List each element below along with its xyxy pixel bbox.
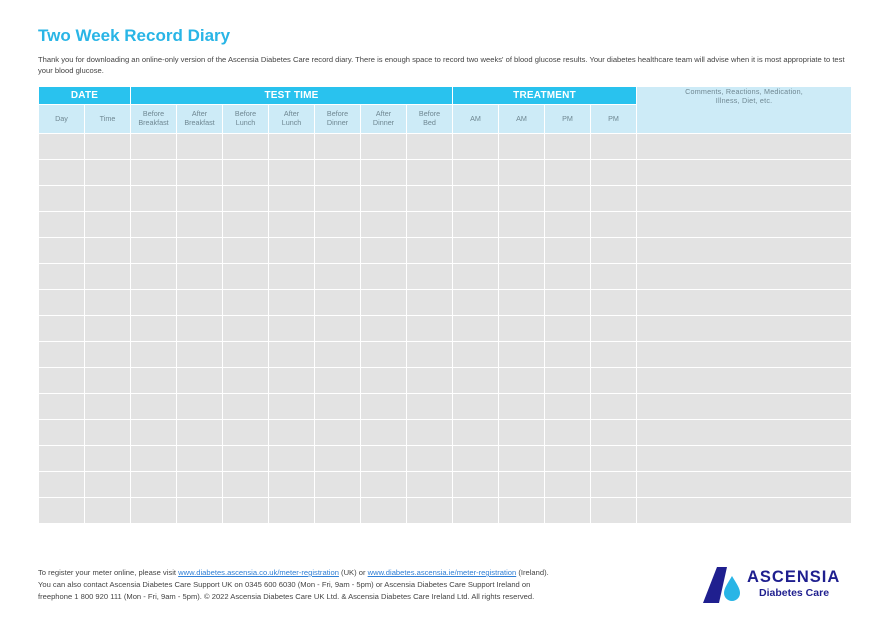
column-header-before-breakfast-line-1: Before: [142, 109, 165, 119]
column-header-time: Time: [85, 105, 131, 134]
entry-cell[interactable]: [85, 498, 131, 524]
column-header-before-breakfast: [131, 105, 177, 134]
uk-registration-link[interactable]: www.diabetes.ascensia.co.uk/meter-registration: [178, 568, 339, 577]
entry-cell[interactable]: [39, 472, 85, 498]
entry-cell[interactable]: [39, 134, 85, 160]
entry-cell[interactable]: [177, 342, 223, 368]
entry-cell[interactable]: [545, 186, 591, 212]
entry-cell[interactable]: [269, 316, 315, 342]
entry-cell[interactable]: [361, 498, 407, 524]
entry-cell[interactable]: [453, 420, 499, 446]
entry-cell[interactable]: [315, 290, 361, 316]
entry-cell[interactable]: [407, 186, 453, 212]
entry-cell[interactable]: [407, 498, 453, 524]
entry-cell[interactable]: [545, 238, 591, 264]
entry-cell[interactable]: [269, 472, 315, 498]
table-row: [39, 420, 852, 446]
group-header-treatment: TREATMENT: [453, 87, 637, 105]
entry-cell[interactable]: [591, 316, 637, 342]
entry-cell[interactable]: [591, 394, 637, 420]
entry-cell[interactable]: [361, 160, 407, 186]
entry-cell[interactable]: [545, 290, 591, 316]
entry-cell[interactable]: [407, 238, 453, 264]
comments-cell[interactable]: [637, 446, 852, 472]
entry-cell[interactable]: [361, 342, 407, 368]
table-row: [39, 394, 852, 420]
entry-cell[interactable]: [177, 212, 223, 238]
column-header-after-dinner-line-1: After: [375, 109, 392, 119]
entry-cell[interactable]: [591, 472, 637, 498]
table-row: [39, 264, 852, 290]
entry-cell[interactable]: [269, 212, 315, 238]
column-header-before-bed-line-1: Before: [418, 109, 441, 119]
entry-cell[interactable]: [269, 342, 315, 368]
entry-cell[interactable]: [177, 472, 223, 498]
entry-cell[interactable]: [361, 134, 407, 160]
table-row: [39, 186, 852, 212]
entry-cell[interactable]: [131, 472, 177, 498]
ascensia-drop-logo-icon: [703, 567, 745, 603]
entry-cell[interactable]: [361, 238, 407, 264]
entry-cell[interactable]: [545, 446, 591, 472]
entry-cell[interactable]: [131, 134, 177, 160]
footer-line-1: [38, 567, 678, 579]
entry-cell[interactable]: [39, 264, 85, 290]
entry-cell[interactable]: [453, 498, 499, 524]
entry-cell[interactable]: [269, 238, 315, 264]
comments-cell[interactable]: [637, 472, 852, 498]
entry-cell[interactable]: [223, 420, 269, 446]
column-header-treatment-2: AM: [499, 105, 545, 134]
footer-text: [38, 567, 678, 603]
entry-cell[interactable]: [315, 134, 361, 160]
entry-cell[interactable]: [407, 472, 453, 498]
entry-cell[interactable]: [453, 316, 499, 342]
entry-cell[interactable]: [39, 368, 85, 394]
entry-cell[interactable]: [315, 264, 361, 290]
entry-cell[interactable]: [545, 134, 591, 160]
entry-cell[interactable]: [315, 368, 361, 394]
footer-register-text: To register your meter online, please visit: [38, 568, 179, 577]
table-row: [39, 212, 852, 238]
ie-registration-link[interactable]: www.diabetes.ascensia.ie/meter-registration: [367, 568, 517, 577]
entry-cell[interactable]: [453, 134, 499, 160]
entry-cell[interactable]: [85, 446, 131, 472]
footer-ireland-text: (Ireland).: [516, 568, 549, 577]
entry-cell[interactable]: [591, 160, 637, 186]
entry-cell[interactable]: [223, 186, 269, 212]
entry-cell[interactable]: [131, 186, 177, 212]
entry-cell[interactable]: [315, 498, 361, 524]
entry-cell[interactable]: [223, 238, 269, 264]
entry-cell[interactable]: [591, 368, 637, 394]
entry-cell[interactable]: [39, 394, 85, 420]
entry-cell[interactable]: [545, 368, 591, 394]
column-header-after-lunch-line-1: After: [283, 109, 300, 119]
entry-cell[interactable]: [131, 368, 177, 394]
comments-cell[interactable]: [637, 420, 852, 446]
entry-cell[interactable]: [315, 394, 361, 420]
entry-cell[interactable]: [407, 394, 453, 420]
entry-cell[interactable]: [591, 342, 637, 368]
entry-cell[interactable]: [545, 342, 591, 368]
entry-cell[interactable]: [223, 472, 269, 498]
entry-cell[interactable]: [499, 212, 545, 238]
entry-cell[interactable]: [39, 212, 85, 238]
entry-cell[interactable]: [361, 420, 407, 446]
entry-cell[interactable]: [85, 160, 131, 186]
entry-cell[interactable]: [499, 472, 545, 498]
entry-cell[interactable]: [545, 212, 591, 238]
column-header-before-dinner-line-1: Before: [326, 109, 349, 119]
logo-subtitle: Diabetes Care: [759, 587, 830, 599]
entry-cell[interactable]: [223, 368, 269, 394]
entry-cell[interactable]: [131, 342, 177, 368]
entry-cell[interactable]: [361, 264, 407, 290]
entry-cell[interactable]: [315, 238, 361, 264]
entry-cell[interactable]: [177, 290, 223, 316]
column-header-after-breakfast-line-2: Breakfast: [184, 118, 215, 127]
column-header-after-lunch-line-2: Lunch: [281, 118, 302, 127]
column-header-before-dinner: [315, 105, 361, 134]
comments-header: [637, 87, 852, 134]
table-row: [39, 160, 852, 186]
entry-cell[interactable]: [591, 134, 637, 160]
entry-cell[interactable]: [361, 394, 407, 420]
table-row: [39, 342, 852, 368]
entry-cell[interactable]: [315, 472, 361, 498]
entry-cell[interactable]: [361, 186, 407, 212]
entry-cell[interactable]: [545, 472, 591, 498]
entry-cell[interactable]: [453, 472, 499, 498]
entry-cell[interactable]: [453, 186, 499, 212]
entry-cell[interactable]: [407, 342, 453, 368]
entry-cell[interactable]: [453, 342, 499, 368]
entry-cell[interactable]: [131, 316, 177, 342]
entry-cell[interactable]: [453, 238, 499, 264]
entry-cell[interactable]: [269, 264, 315, 290]
entry-cell[interactable]: [39, 238, 85, 264]
entry-cell[interactable]: [591, 238, 637, 264]
entry-cell[interactable]: [407, 134, 453, 160]
entry-cell[interactable]: [269, 368, 315, 394]
entry-cell[interactable]: [453, 368, 499, 394]
column-header-after-breakfast: [177, 105, 223, 134]
entry-cell[interactable]: [85, 264, 131, 290]
entry-cell[interactable]: [453, 446, 499, 472]
entry-cell[interactable]: [407, 420, 453, 446]
entry-cell[interactable]: [499, 290, 545, 316]
entry-cell[interactable]: [269, 290, 315, 316]
comments-cell[interactable]: [637, 212, 852, 238]
entry-cell[interactable]: [85, 316, 131, 342]
entry-cell[interactable]: [131, 446, 177, 472]
entry-cell[interactable]: [85, 368, 131, 394]
entry-cell[interactable]: [453, 394, 499, 420]
entry-cell[interactable]: [85, 472, 131, 498]
entry-cell[interactable]: [177, 238, 223, 264]
footer-line-2: You can also contact Ascensia Diabetes Care Support UK on 0345 600 6030 (Mon - Fri, 9am - 5pm) or Ascensia Diabetes Care Support Ireland on: [38, 580, 531, 589]
entry-cell[interactable]: [223, 498, 269, 524]
entry-cell[interactable]: [361, 290, 407, 316]
entry-cell[interactable]: [453, 264, 499, 290]
entry-cell[interactable]: [499, 264, 545, 290]
entry-cell[interactable]: [131, 290, 177, 316]
record-diary-table: [38, 86, 852, 524]
column-header-before-lunch-line-2: Lunch: [235, 118, 256, 127]
entry-cell[interactable]: [177, 186, 223, 212]
entry-cell[interactable]: [223, 264, 269, 290]
entry-cell[interactable]: [269, 446, 315, 472]
table-row: [39, 238, 852, 264]
entry-cell[interactable]: [269, 186, 315, 212]
entry-cell[interactable]: [85, 238, 131, 264]
comments-cell[interactable]: [637, 342, 852, 368]
entry-cell[interactable]: [269, 498, 315, 524]
entry-cell[interactable]: [499, 160, 545, 186]
entry-cell[interactable]: [177, 264, 223, 290]
entry-cell[interactable]: [315, 342, 361, 368]
entry-cell[interactable]: [223, 160, 269, 186]
entry-cell[interactable]: [39, 342, 85, 368]
entry-cell[interactable]: [591, 446, 637, 472]
entry-cell[interactable]: [39, 290, 85, 316]
comments-cell[interactable]: [637, 290, 852, 316]
entry-cell[interactable]: [545, 498, 591, 524]
entry-cell[interactable]: [315, 212, 361, 238]
comments-header-line-2: Illness, Diet, etc.: [715, 96, 773, 105]
entry-cell[interactable]: [499, 342, 545, 368]
table-row: [39, 316, 852, 342]
entry-cell[interactable]: [591, 186, 637, 212]
entry-cell[interactable]: [131, 420, 177, 446]
entry-cell[interactable]: [39, 160, 85, 186]
comments-cell[interactable]: [637, 134, 852, 160]
group-header-test-time: TEST TIME: [131, 87, 453, 105]
entry-cell[interactable]: [407, 446, 453, 472]
table-row: [39, 368, 852, 394]
comments-cell[interactable]: [637, 368, 852, 394]
entry-cell[interactable]: [131, 160, 177, 186]
entry-cell[interactable]: [499, 420, 545, 446]
entry-cell[interactable]: [223, 212, 269, 238]
entry-cell[interactable]: [223, 316, 269, 342]
entry-cell[interactable]: [269, 134, 315, 160]
entry-cell[interactable]: [39, 446, 85, 472]
entry-cell[interactable]: [39, 316, 85, 342]
entry-cell[interactable]: [39, 498, 85, 524]
table-row: [39, 134, 852, 160]
entry-cell[interactable]: [39, 186, 85, 212]
entry-cell[interactable]: [591, 212, 637, 238]
entry-cell[interactable]: [131, 394, 177, 420]
entry-cell[interactable]: [545, 264, 591, 290]
entry-cell[interactable]: [499, 368, 545, 394]
entry-cell[interactable]: [39, 420, 85, 446]
page-title: Two Week Record Diary: [38, 26, 231, 45]
entry-cell[interactable]: [177, 368, 223, 394]
entry-cell[interactable]: [407, 290, 453, 316]
ascensia-logo: [703, 565, 855, 605]
entry-cell[interactable]: [361, 368, 407, 394]
column-header-treatment-4: PM: [591, 105, 637, 134]
entry-cell[interactable]: [223, 134, 269, 160]
comments-cell[interactable]: [637, 316, 852, 342]
comments-cell[interactable]: [637, 160, 852, 186]
entry-cell[interactable]: [453, 160, 499, 186]
comments-cell[interactable]: [637, 498, 852, 524]
entry-cell[interactable]: [85, 186, 131, 212]
entry-cell[interactable]: [407, 368, 453, 394]
entry-cell[interactable]: [407, 212, 453, 238]
entry-cell[interactable]: [407, 264, 453, 290]
entry-cell[interactable]: [545, 420, 591, 446]
entry-cell[interactable]: [85, 394, 131, 420]
entry-cell[interactable]: [177, 316, 223, 342]
entry-cell[interactable]: [85, 134, 131, 160]
column-header-before-dinner-line-2: Dinner: [326, 118, 349, 127]
entry-cell[interactable]: [177, 394, 223, 420]
column-header-day: Day: [39, 105, 85, 134]
entry-cell[interactable]: [499, 186, 545, 212]
entry-cell[interactable]: [499, 446, 545, 472]
entry-cell[interactable]: [223, 394, 269, 420]
footer-line-3: freephone 1 800 920 111 (Mon - Fri, 9am - 5pm). © 2022 Ascensia Diabetes Care UK Ltd. & Ascensia Diabetes Care Ireland Ltd. All rights reserved.: [38, 592, 535, 601]
table-row: [39, 446, 852, 472]
entry-cell[interactable]: [361, 212, 407, 238]
entry-cell[interactable]: [499, 134, 545, 160]
column-header-after-breakfast-line-1: After: [191, 109, 208, 119]
entry-cell[interactable]: [269, 160, 315, 186]
table-row: [39, 290, 852, 316]
entry-cell[interactable]: [499, 498, 545, 524]
table-row: [39, 472, 852, 498]
comments-header-line-1: Comments, Reactions, Medication,: [685, 87, 803, 96]
entry-cell[interactable]: [131, 212, 177, 238]
entry-cell[interactable]: [407, 316, 453, 342]
column-header-before-breakfast-line-2: Breakfast: [138, 118, 169, 127]
entry-cell[interactable]: [269, 394, 315, 420]
column-header-treatment-3: PM: [545, 105, 591, 134]
column-header-before-bed: [407, 105, 453, 134]
entry-cell[interactable]: [591, 290, 637, 316]
entry-cell[interactable]: [545, 394, 591, 420]
entry-cell[interactable]: [131, 238, 177, 264]
entry-cell[interactable]: [315, 420, 361, 446]
entry-cell[interactable]: [315, 186, 361, 212]
footer-or-text: (UK) or: [338, 568, 368, 577]
entry-cell[interactable]: [499, 316, 545, 342]
column-header-before-lunch-line-1: Before: [234, 109, 257, 119]
entry-cell[interactable]: [177, 134, 223, 160]
entry-cell[interactable]: [223, 342, 269, 368]
entry-cell[interactable]: [315, 446, 361, 472]
entry-cell[interactable]: [85, 290, 131, 316]
comments-cell[interactable]: [637, 238, 852, 264]
entry-cell[interactable]: [591, 420, 637, 446]
entry-cell[interactable]: [453, 212, 499, 238]
column-header-before-bed-line-2: Bed: [423, 118, 436, 127]
entry-cell[interactable]: [223, 290, 269, 316]
column-header-after-lunch: [269, 105, 315, 134]
entry-cell[interactable]: [85, 212, 131, 238]
group-header-date: DATE: [39, 87, 131, 105]
entry-cell[interactable]: [177, 420, 223, 446]
entry-cell[interactable]: [407, 160, 453, 186]
table-row: [39, 498, 852, 524]
comments-cell[interactable]: [637, 264, 852, 290]
column-header-before-lunch: [223, 105, 269, 134]
entry-cell[interactable]: [85, 420, 131, 446]
entry-cell[interactable]: [177, 446, 223, 472]
entry-cell[interactable]: [131, 264, 177, 290]
entry-cell[interactable]: [453, 290, 499, 316]
entry-cell[interactable]: [545, 316, 591, 342]
entry-cell[interactable]: [545, 160, 591, 186]
logo-name: ASCENSIA: [747, 568, 841, 586]
entry-cell[interactable]: [361, 472, 407, 498]
entry-cell[interactable]: [269, 420, 315, 446]
entry-cell[interactable]: [315, 316, 361, 342]
column-header-treatment-1: AM: [453, 105, 499, 134]
entry-cell[interactable]: [315, 160, 361, 186]
entry-cell[interactable]: [361, 446, 407, 472]
comments-cell[interactable]: [637, 186, 852, 212]
intro-text: Thank you for downloading an online-only version of the Ascensia Diabetes Care record diary. There is enough space to record two weeks' of blood glucose results. Your diabetes healthcare team will advise when it is most appropriate to test your blood glucose.: [38, 55, 845, 75]
entry-cell[interactable]: [591, 498, 637, 524]
comments-cell[interactable]: [637, 394, 852, 420]
entry-cell[interactable]: [499, 394, 545, 420]
entry-cell[interactable]: [223, 446, 269, 472]
entry-cell[interactable]: [177, 498, 223, 524]
column-header-after-dinner-line-2: Dinner: [372, 118, 395, 127]
column-header-after-dinner: [361, 105, 407, 134]
entry-cell[interactable]: [85, 342, 131, 368]
entry-cell[interactable]: [361, 316, 407, 342]
entry-cell[interactable]: [591, 264, 637, 290]
entry-cell[interactable]: [177, 160, 223, 186]
diary-body: [39, 134, 852, 524]
entry-cell[interactable]: [131, 498, 177, 524]
entry-cell[interactable]: [499, 238, 545, 264]
